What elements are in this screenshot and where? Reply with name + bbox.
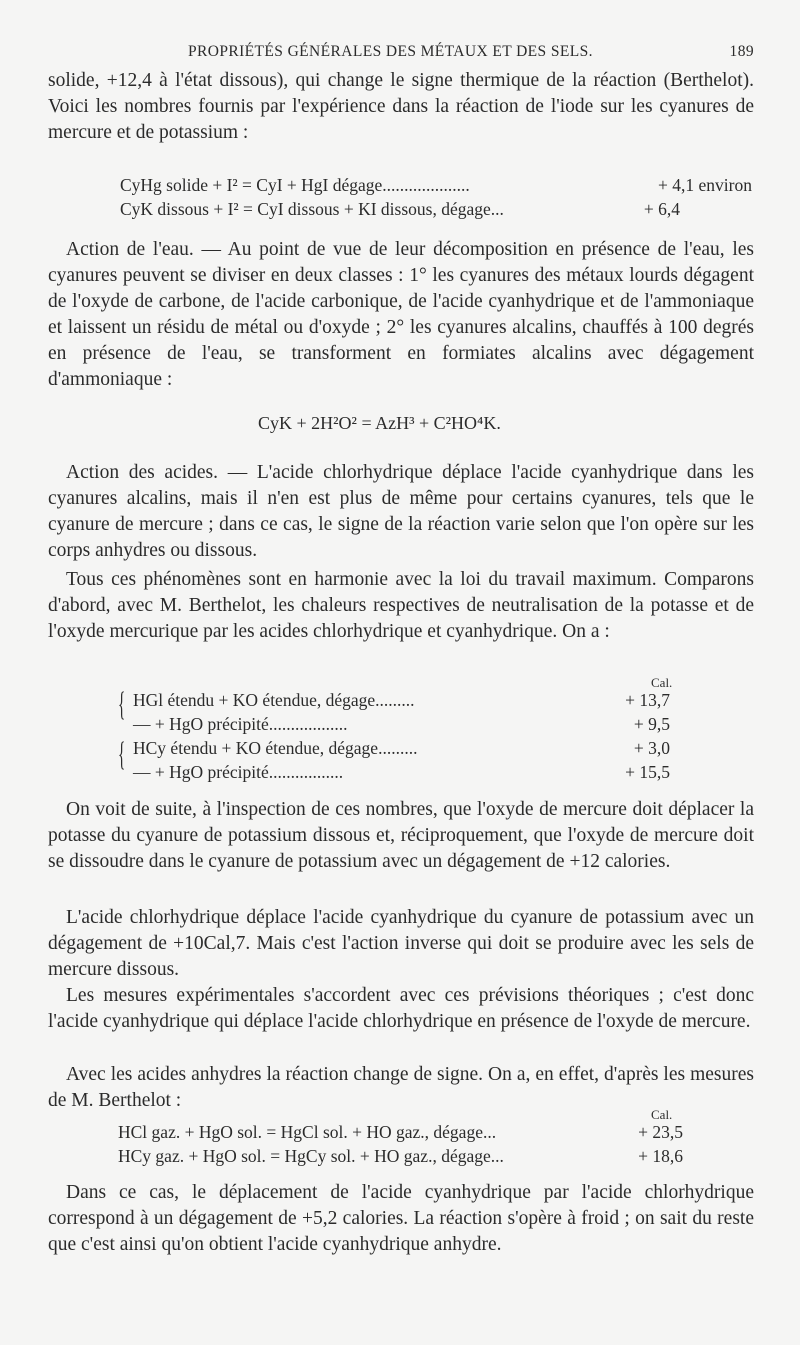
table-row	[118, 1122, 683, 1144]
paragraph-8-text: Avec les acides anhydres la réaction change de signe. On a, en effet, d'après les mesures de M. Berthelot :	[48, 1064, 754, 1111]
running-title: PROPRIÉTÉS GÉNÉRALES DES MÉTAUX ET DES SELS.	[188, 43, 593, 60]
unit-label: Cal.	[651, 1107, 673, 1122]
water-equation: CyK + 2H²O² = AzH³ + C²HO⁴K.	[258, 413, 501, 433]
table-row	[118, 1146, 683, 1168]
equation-value: + 4,1 environ	[658, 175, 752, 195]
table-row-value: + 15,5	[625, 762, 670, 782]
table-row	[133, 714, 670, 736]
table-row-value: + 9,5	[633, 714, 670, 734]
paragraph-2-text: Action de l'eau. — Au point de vue de leur décomposition en présence de l'eau, les cyanures peuvent se diviser en deux classes : 1° les cyanures des métaux lourds dégagent de l'oxyde de carbone, de l'acide carbonique, de l'acide cyanhydrique et de l'ammoniaque et laissent un résidu de métal ou d'oxyde ; 2° les cyanures alcalins, chauffés à 100 degrés en présence de l'eau, se transforment en formiates alcalins avec dégagement d'ammoniaque :	[48, 239, 754, 390]
paragraph-6-text: L'acide chlorhydrique déplace l'acide cyanhydrique du cyanure de potassium avec un dégagement de +10Cal,7. Mais c'est l'action inverse qui doit se produire avec les sels de mercure dissous.	[48, 907, 754, 980]
table-row-label: — + HgO précipité..................	[133, 714, 348, 734]
paragraph-5	[48, 797, 754, 875]
paragraph-7-text: Les mesures expérimentales s'accordent avec ces prévisions théoriques ; c'est donc l'acide cyanhydrique qui déplace l'acide chlorhydrique en présence de l'oxyde de mercure.	[48, 985, 754, 1032]
table-row-value: + 18,6	[638, 1146, 683, 1166]
paragraph-1-text: solide, +12,4 à l'état dissous), qui change le signe thermique de la réaction (Berthelot). Voici les nombres fournis par l'expérience dans la réaction de l'iode sur les cyanures de mercure et de potassium :	[48, 70, 754, 143]
table-row-value: + 3,0	[633, 738, 670, 758]
equation-lhs: CyK dissous + I² = CyI dissous + KI dissous, dégage...	[120, 199, 504, 219]
table-row-value: + 23,5	[638, 1122, 683, 1142]
paragraph-1	[48, 68, 754, 146]
paragraph-8	[48, 1062, 754, 1114]
unit-label: Cal.	[651, 675, 673, 690]
paragraph-6	[48, 905, 754, 983]
running-header	[48, 43, 754, 67]
paragraph-9	[48, 1180, 754, 1258]
paragraph-2	[48, 237, 754, 393]
table-row	[133, 690, 670, 712]
brace-icon: {	[118, 686, 126, 723]
equation-lhs: CyHg solide + I² = CyI + HgI dégage....................	[120, 175, 470, 195]
equation-row	[120, 175, 752, 197]
table-row	[133, 762, 670, 784]
equation-value: + 6,4	[643, 199, 680, 219]
paragraph-4	[48, 567, 754, 645]
table-row	[133, 738, 670, 760]
brace-icon: {	[118, 736, 126, 773]
paragraph-9-text: Dans ce cas, le déplacement de l'acide cyanhydrique par l'acide chlorhydrique correspond à un dégagement de +5,2 calories. La réaction s'opère à froid ; on sait du reste que c'est ainsi qu'on obtient l'acide cyanhydrique anhydre.	[48, 1182, 754, 1255]
paragraph-3-text: Action des acides. — L'acide chlorhydrique déplace l'acide cyanhydrique dans les cyanures alcalins, mais il n'en est plus de même pour certains cyanures, tels que le cyanure de mercure ; dans ce cas, le signe de la réaction varie selon que l'on opère sur les corps anhydres ou dissous.	[48, 462, 754, 561]
equation-row	[120, 199, 752, 221]
table-row-label: — + HgO précipité.................	[133, 762, 344, 782]
paragraph-7	[48, 983, 754, 1035]
table-row-label: HCy gaz. + HgO sol. = HgCy sol. + HO gaz., dégage...	[118, 1146, 504, 1166]
paragraph-4-text: Tous ces phénomènes sont en harmonie avec la loi du travail maximum. Comparons d'abord, avec M. Berthelot, les chaleurs respectives de neutralisation de la potasse et de l'oxyde mercurique par les acides chlorhydrique et cyanhydrique. On a :	[48, 569, 754, 642]
paragraph-5-text: On voit de suite, à l'inspection de ces nombres, que l'oxyde de mercure doit déplacer la potasse du cyanure de potassium dissous et, réciproquement, que l'oxyde de mercure doit se dissoudre dans le cyanure de potassium avec un dégagement de +12 calories.	[48, 799, 754, 872]
table-row-label: HGl étendu + KO étendue, dégage.........	[133, 690, 415, 710]
paragraph-3	[48, 460, 754, 564]
table-row-label: HCy étendu + KO étendue, dégage.........	[133, 738, 418, 758]
table-row-value: + 13,7	[625, 690, 670, 710]
table-row-label: HCl gaz. + HgO sol. = HgCl sol. + HO gaz., dégage...	[118, 1122, 497, 1142]
page-number: 189	[729, 43, 754, 60]
